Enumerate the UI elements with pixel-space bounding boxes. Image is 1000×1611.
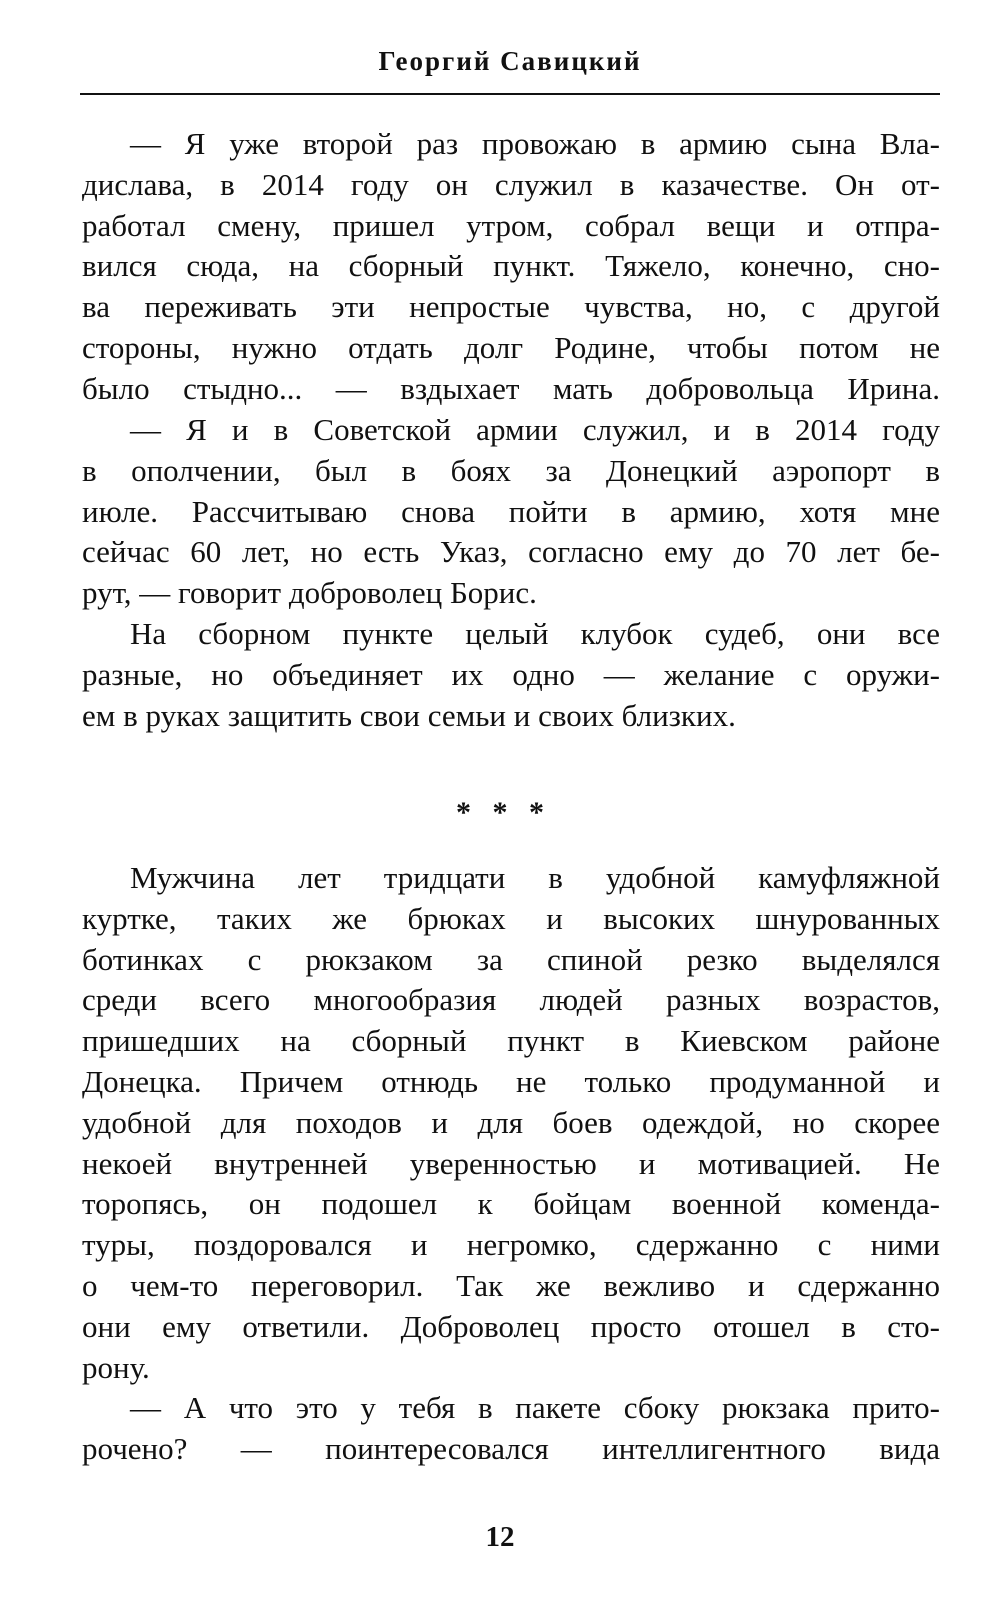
text-line: — А что это у тебя в пакете сбоку рюкзака прито- [130,1390,940,1425]
text-line: дислава, в 2014 году он служил в казачестве. Он от- [82,166,940,202]
running-head: Георгий Савицкий [378,46,642,76]
text-line: ва переживать эти непростые чувства, но, с другой [82,289,940,325]
text-line: было стыдно... — вздыхает мать добровольца Ирина. [82,370,940,406]
text-line: торопясь, он подошел к бойцам военной коменда- [82,1186,940,1222]
text-line: — Я уже второй раз провожаю в армию сына Вла- [130,126,940,161]
header-rule [80,93,940,95]
text-line: куртке, таких же брюках и высоких шнурованных [82,900,940,936]
text-line: Донецка. Причем отнюдь не только продуманной и [82,1063,940,1099]
section-break: * * * [456,796,544,829]
text-line: рочено? — поинтересовался интеллигентного вида [82,1430,940,1466]
text-line: туры, поздоровался и негромко, сдержанно с ними [82,1227,940,1263]
text-line: в ополчении, был в боях за Донецкий аэропорт в [82,452,940,488]
text-line: июле. Рассчитываю снова пойти в армию, хотя мне [82,493,940,529]
text-line: среди всего многообразия людей разных возрастов, [82,982,940,1018]
text-line: некоей внутренней уверенностью и мотивацией. Не [82,1145,940,1181]
text-line: разные, но объединяет их одно — желание с оружи- [82,656,940,692]
text-line: ем в руках защитить свои семьи и своих близких. [82,697,736,733]
text-line: пришедших на сборный пункт в Киевском районе [82,1023,940,1059]
text-line: удобной для походов и для боев одеждой, но скорее [82,1104,940,1140]
text-line: ботинках с рюкзаком за спиной резко выделялся [82,941,940,977]
text-line: рут, — говорит доброволец Борис. [82,575,537,611]
text-line: — Я и в Советской армии служил, и в 2014 году [130,412,940,447]
paragraph-5 [82,1388,940,1470]
text-line: вился сюда, на сборный пункт. Тяжело, конечно, сно- [82,248,940,284]
paragraph-3 [82,614,940,736]
paragraph-2 [82,410,940,614]
text-line: стороны, нужно отдать долг Родине, чтобы потом не [82,329,940,365]
text-line: Мужчина лет тридцати в удобной камуфляжной [130,860,940,895]
text-line: рону. [82,1349,150,1385]
text-line: На сборном пункте целый клубок судеб, они все [130,616,940,651]
paragraph-4 [82,858,940,1388]
paragraph-1 [82,124,940,410]
page-number: 12 [485,1521,515,1553]
text-line: о чем-то переговорил. Так же вежливо и сдержанно [82,1267,940,1303]
text-line: работал смену, пришел утром, собрал вещи и отпра- [82,207,940,243]
text-line: они ему ответили. Доброволец просто отошел в сто- [82,1308,940,1344]
text-line: сейчас 60 лет, но есть Указ, согласно ему до 70 лет бе- [82,534,940,570]
